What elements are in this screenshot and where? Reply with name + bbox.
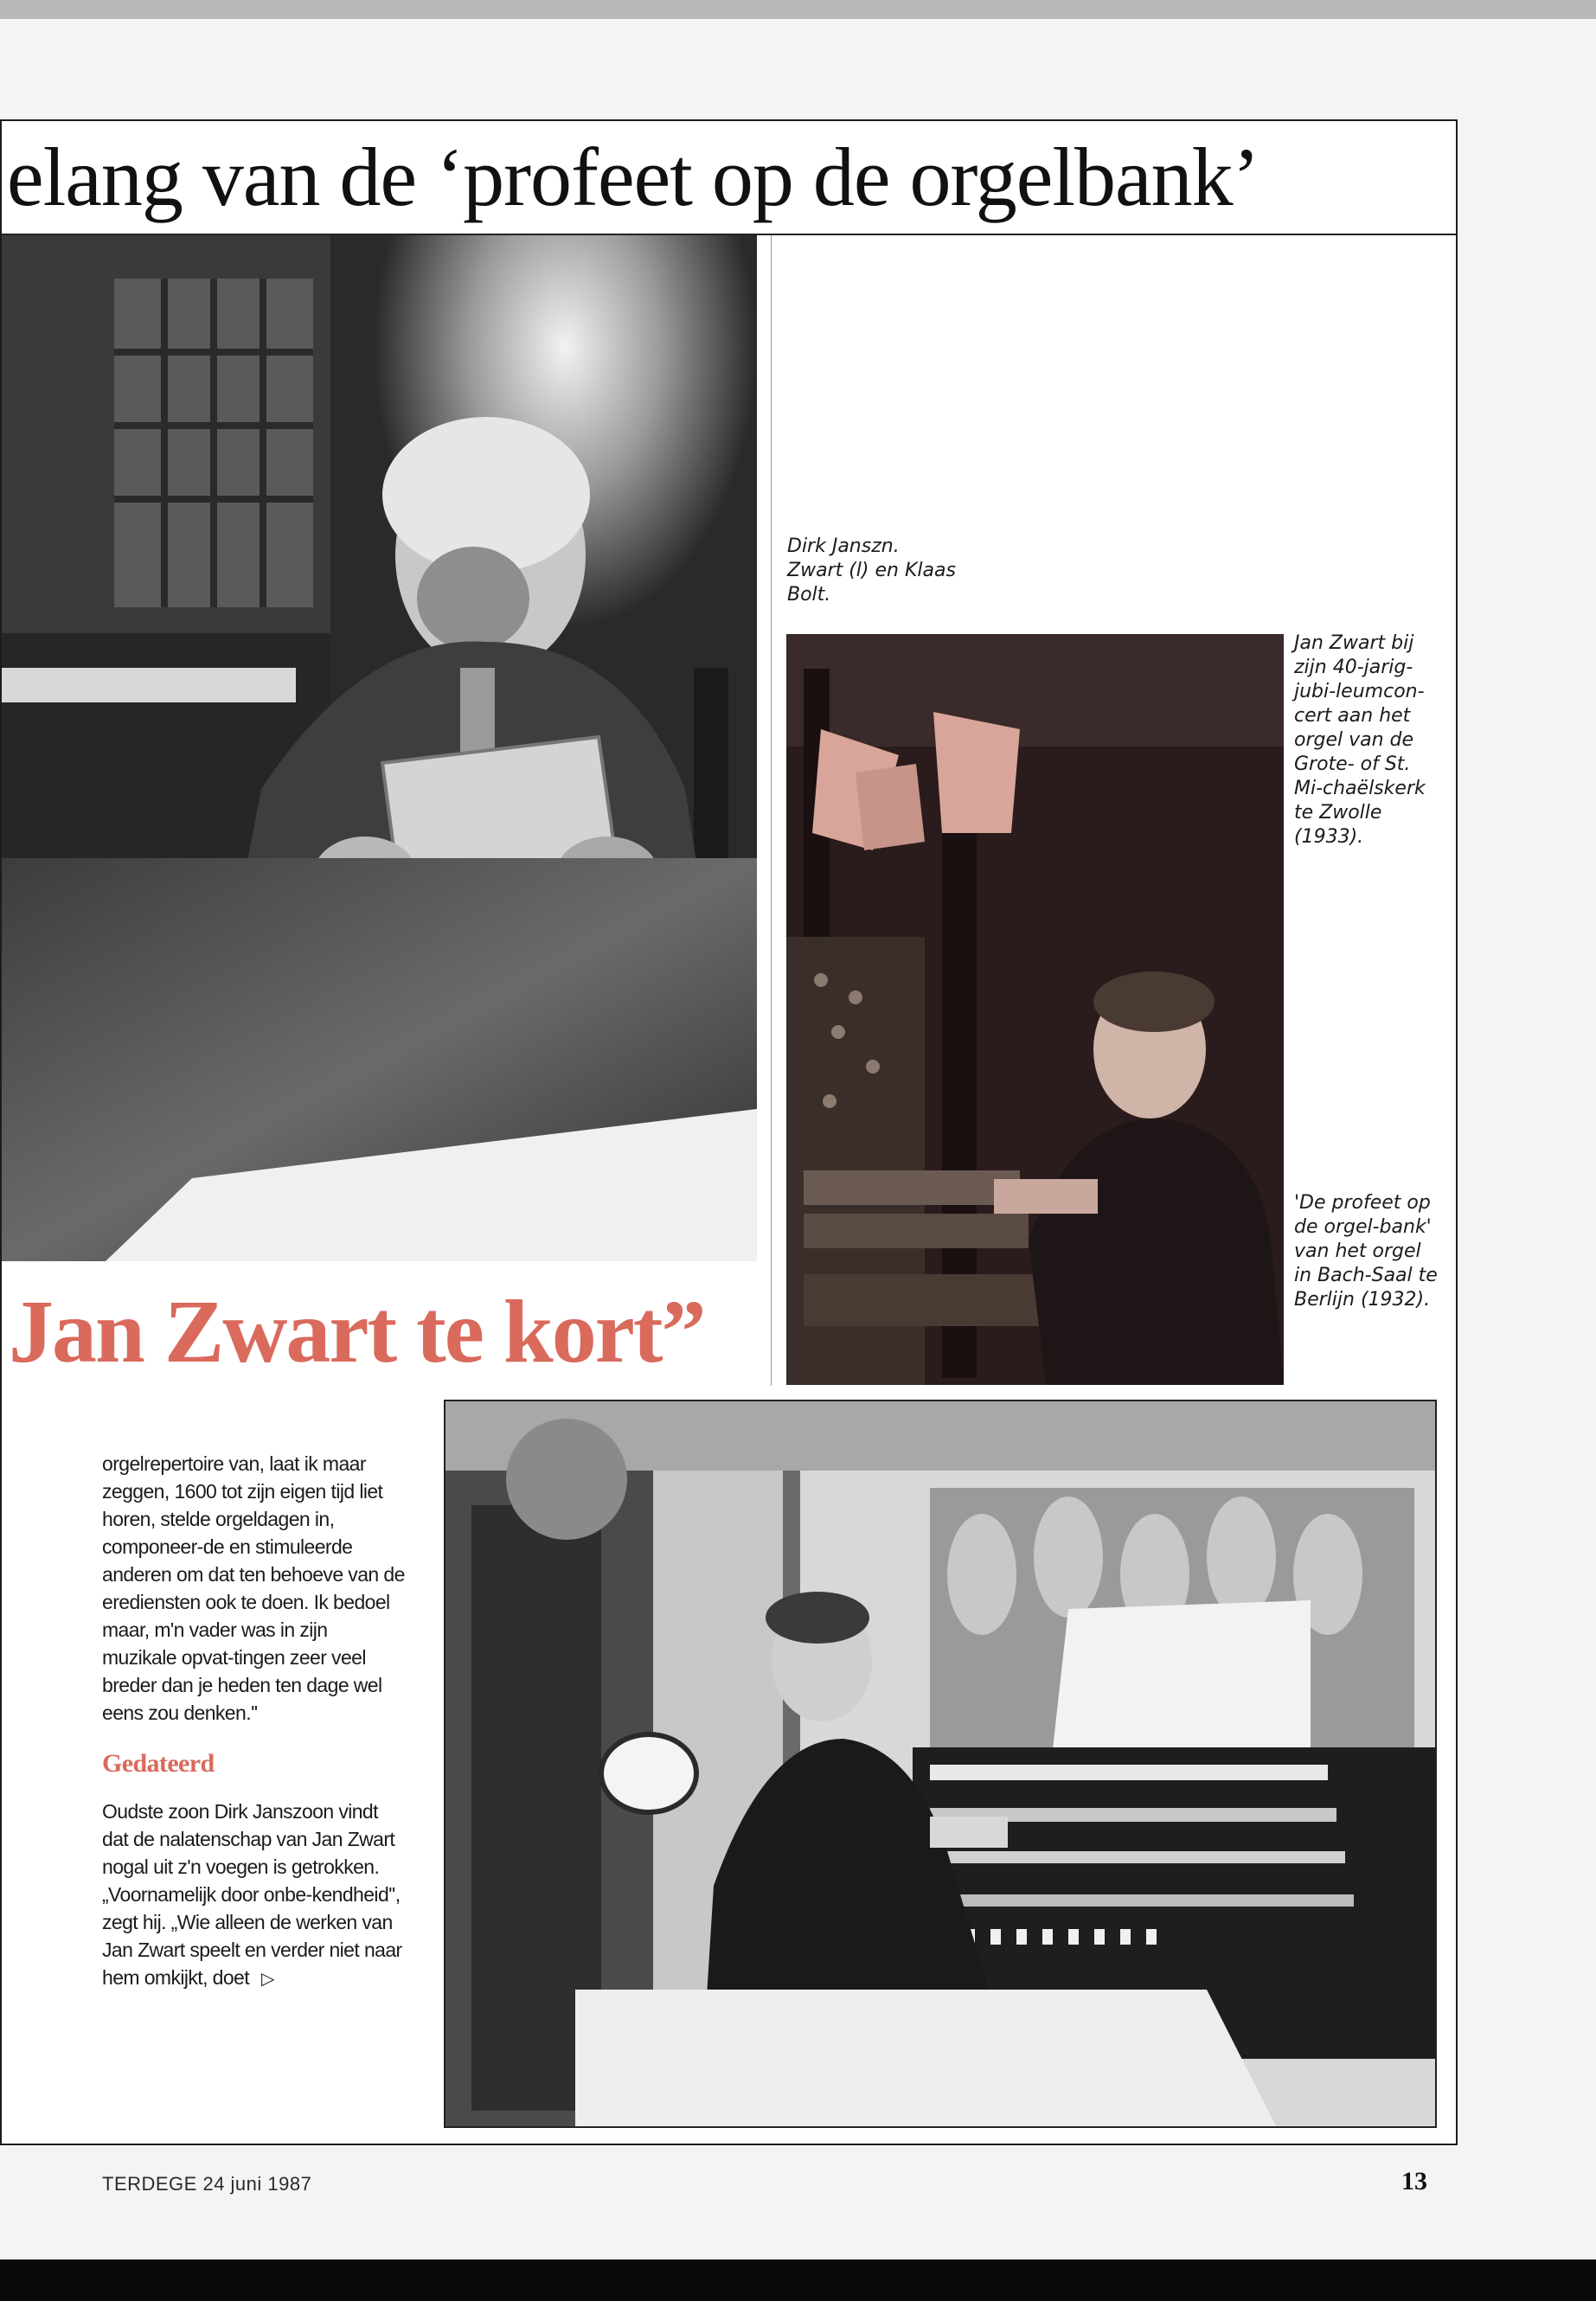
body-subheading: Gedateerd <box>102 1749 215 1778</box>
scan-top-edge <box>0 0 1596 19</box>
caption-jubilee-concert: Jan Zwart bij zijn 40-jarig-jubi-leumcon-cert aan het orgel van de Grote- of St. Mi-chaëlskerk te Zwolle (1933). <box>1294 632 1426 848</box>
caption-bach-saal: 'De profeet op de orgel-bank' van het orgel in Bach-Saal te Berlijn (1932). <box>1294 1192 1438 1311</box>
article-title: Jan Zwart te kort” <box>9 1282 705 1381</box>
footer-publication: TERDEGE 24 juni 1987 <box>102 2173 312 2195</box>
scan-bottom-edge <box>0 2259 1596 2301</box>
photo-organist-zwolle <box>786 634 1284 1385</box>
page-number: 13 <box>1401 2167 1427 2195</box>
caption-zwart-and-bolt: Dirk Janszn. Zwart (l) en Klaas Bolt. <box>787 535 956 606</box>
body-paragraph-2-text: Oudste zoon Dirk Janszoon vindt dat de nalatenschap van Jan Zwart nogal uit z'n voegen is getrokken. „Voornamelijk door onbe-kendheid'', zegt hij. „Wie alleen de werken van Jan Zwart speelt en verder niet naar hem omkijkt, doet <box>102 1800 402 1989</box>
photo-organist-bach-saal <box>444 1400 1437 2128</box>
body-paragraph-2 <box>102 1798 405 1993</box>
photo-man-at-table <box>2 235 757 1261</box>
body-paragraph-1: orgelrepertoire van, laat ik maar zeggen, 1600 tot zijn eigen tijd liet horen, stelde orgeldagen in, componeer-de en stimuleerde anderen om dat ten behoeve van de erediensten ook te doen. Ik bedoel maar, m'n vader was in zijn muzikale opvat-tingen zeer veel breder dan je heden ten dage wel eens zou denken.'' <box>102 1452 405 1724</box>
article-body <box>102 1450 405 2128</box>
column-divider <box>771 235 772 1386</box>
article-headline: elang van de ‘profeet op de orgelbank’ <box>7 131 1259 223</box>
continue-arrow-icon: ▷ <box>261 1970 274 1989</box>
